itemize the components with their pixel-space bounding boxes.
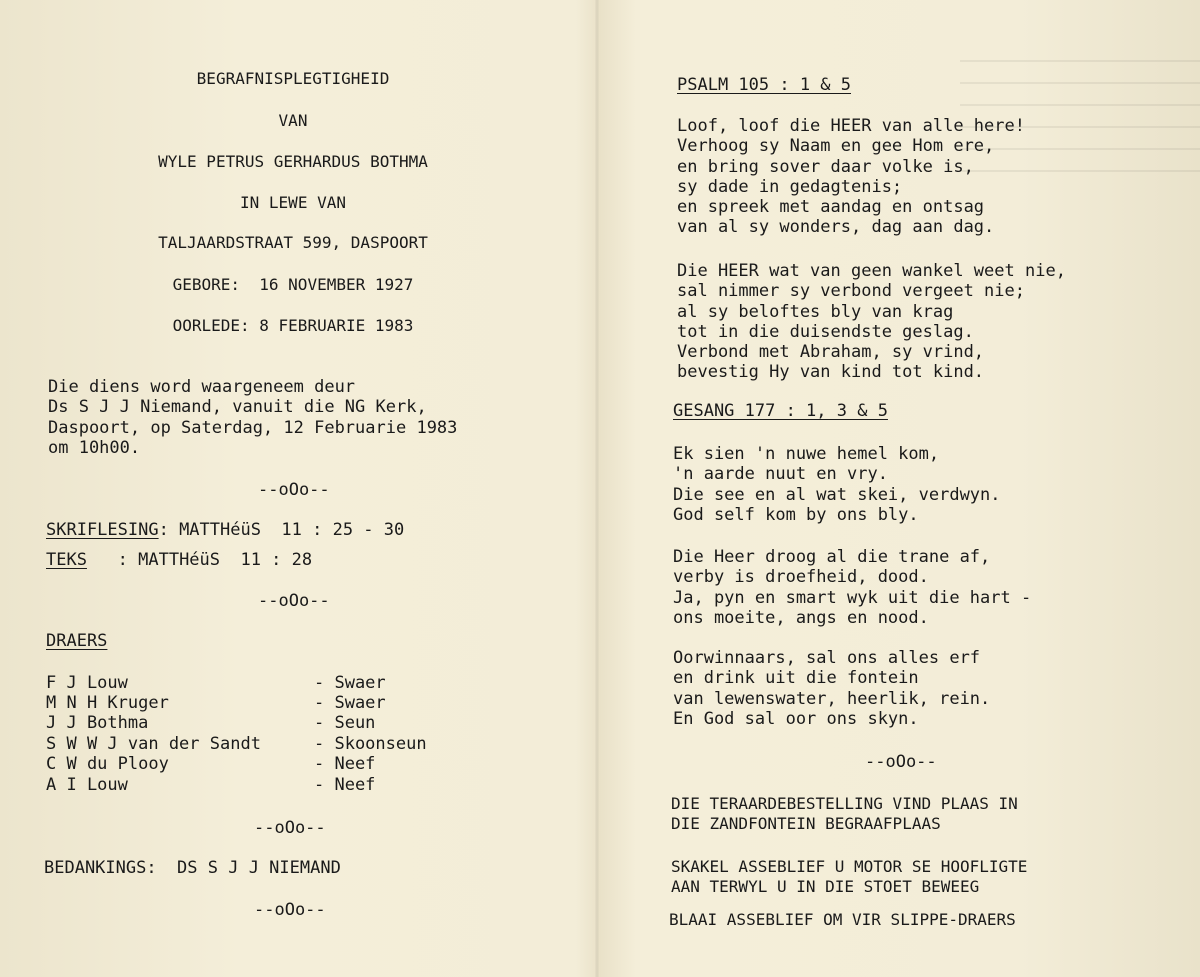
draer-name: F J Louw bbox=[46, 673, 128, 693]
psalm-verse-1 bbox=[677, 116, 1025, 238]
draer-relation: - Seun bbox=[314, 713, 376, 733]
verse-line: en drink uit die fontein bbox=[673, 668, 919, 689]
skriflesing-row bbox=[46, 520, 404, 540]
teks-row bbox=[46, 550, 312, 570]
service-line: Die diens word waargeneem deur bbox=[48, 377, 356, 397]
verse-line: verby is droefheid, dood. bbox=[673, 567, 929, 588]
verse-line: 'n aarde nuut en vry. bbox=[673, 464, 888, 485]
service-line: om 10h00. bbox=[48, 437, 141, 458]
service-details bbox=[48, 377, 457, 458]
heading-died: OORLEDE: 8 FEBRUARIE 1983 bbox=[172, 316, 414, 335]
verse-line: al sy beloftes bly van krag bbox=[677, 301, 954, 322]
psalm-title: PSALM 105 : 1 & 5 bbox=[677, 75, 851, 95]
verse-line: van al sy wonders, dag aan dag. bbox=[677, 217, 995, 238]
draer-name: M N H Kruger bbox=[46, 693, 169, 713]
notice-line: SKAKEL ASSEBLIEF U MOTOR SE HOOFLIGTE bbox=[671, 857, 1028, 876]
draer-name: S W W J van der Sandt bbox=[46, 734, 261, 754]
bedankings: BEDANKINGS: DS S J J NIEMAND bbox=[44, 858, 341, 878]
heading-van: VAN bbox=[278, 111, 308, 130]
heading-deceased-name: WYLE PETRUS GERHARDUS BOTHMA bbox=[158, 152, 428, 171]
separator: --oOo-- bbox=[254, 900, 326, 920]
draer-relation: - Neef bbox=[314, 754, 376, 774]
teks-value: : MATTHéüS 11 : 28 bbox=[86, 550, 313, 570]
draer-relation: - Neef bbox=[314, 775, 376, 795]
skriflesing-value: : MATTHéüS 11 : 25 - 30 bbox=[158, 520, 405, 540]
draer-name: J J Bothma bbox=[46, 713, 149, 733]
draer-name: A I Louw bbox=[46, 775, 128, 795]
heading-in-lewe-van: IN LEWE VAN bbox=[240, 193, 346, 212]
draer-relation: - Swaer bbox=[314, 673, 386, 693]
service-line: Ds S J J Niemand, vanuit die NG Kerk, bbox=[48, 397, 427, 418]
notice-line: AAN TERWYL U IN DIE STOET BEWEEG bbox=[671, 877, 980, 897]
verse-line: God self kom by ons bly. bbox=[673, 504, 919, 525]
verse-line: Oorwinnaars, sal ons alles erf bbox=[673, 648, 981, 668]
skriflesing-label: SKRIFLESING bbox=[46, 520, 159, 540]
notice-line: DIE TERAARDEBESTELLING VIND PLAAS IN bbox=[671, 794, 1018, 813]
psalm-verse-2 bbox=[677, 261, 1066, 383]
verse-line: Ja, pyn en smart wyk uit die hart - bbox=[673, 587, 1032, 608]
draer-relation: - Swaer bbox=[314, 693, 386, 713]
verse-line: En God sal oor ons skyn. bbox=[673, 708, 919, 729]
gesang-verse-1 bbox=[673, 444, 1001, 525]
verse-line: sy dade in gedagtenis; bbox=[677, 176, 903, 197]
verse-line: Die HEER wat van geen wankel weet nie, bbox=[677, 261, 1066, 281]
service-line: Daspoort, op Saterdag, 12 Februarie 1983 bbox=[48, 417, 458, 438]
separator: --oOo-- bbox=[254, 818, 326, 838]
heading-born: GEBORE: 16 NOVEMBER 1927 bbox=[172, 275, 414, 294]
draer-name: C W du Plooy bbox=[46, 754, 169, 774]
page-fold bbox=[595, 0, 599, 977]
verse-line: Die see en al wat skei, verdwyn. bbox=[673, 484, 1001, 505]
gesang-verse-2 bbox=[673, 547, 1031, 628]
gesang-title: GESANG 177 : 1, 3 & 5 bbox=[673, 401, 888, 421]
notice-line: DIE ZANDFONTEIN BEGRAAFPLAAS bbox=[671, 814, 941, 834]
verse-line: en spreek met aandag en ontsag bbox=[677, 197, 985, 218]
gesang-verse-3 bbox=[673, 648, 990, 729]
heading-address: TALJAARDSTRAAT 599, DASPOORT bbox=[158, 233, 428, 252]
teks-label: TEKS bbox=[46, 550, 87, 570]
separator: --oOo-- bbox=[258, 591, 330, 611]
verse-line: en bring sover daar volke is, bbox=[677, 156, 974, 177]
separator: --oOo-- bbox=[865, 752, 937, 772]
verse-line: van lewenswater, heerlik, rein. bbox=[673, 688, 991, 709]
verse-line: tot in die duisendste geslag. bbox=[677, 321, 974, 342]
verse-line: Die Heer droog al die trane af, bbox=[673, 547, 991, 567]
verse-line: Verbond met Abraham, sy vrind, bbox=[677, 342, 985, 363]
verse-line: Verhoog sy Naam en gee Hom ere, bbox=[677, 136, 995, 157]
verse-line: Ek sien 'n nuwe hemel kom, bbox=[673, 444, 940, 464]
verse-line: bevestig Hy van kind tot kind. bbox=[677, 362, 985, 383]
notice-burial bbox=[671, 794, 1018, 835]
notice-headlights bbox=[671, 857, 1027, 898]
draer-relation: - Skoonseun bbox=[314, 734, 427, 754]
separator: --oOo-- bbox=[258, 480, 330, 500]
verse-line: sal nimmer sy verbond vergeet nie; bbox=[677, 281, 1025, 302]
draers-title: DRAERS bbox=[46, 631, 108, 651]
heading-title: BEGRAFNISPLEGTIGHEID bbox=[196, 69, 390, 88]
notice-turn-page: BLAAI ASSEBLIEF OM VIR SLIPPE-DRAERS bbox=[669, 910, 1016, 929]
verse-line: ons moeite, angs en nood. bbox=[673, 607, 929, 628]
verse-line: Loof, loof die HEER van alle here! bbox=[677, 116, 1025, 136]
